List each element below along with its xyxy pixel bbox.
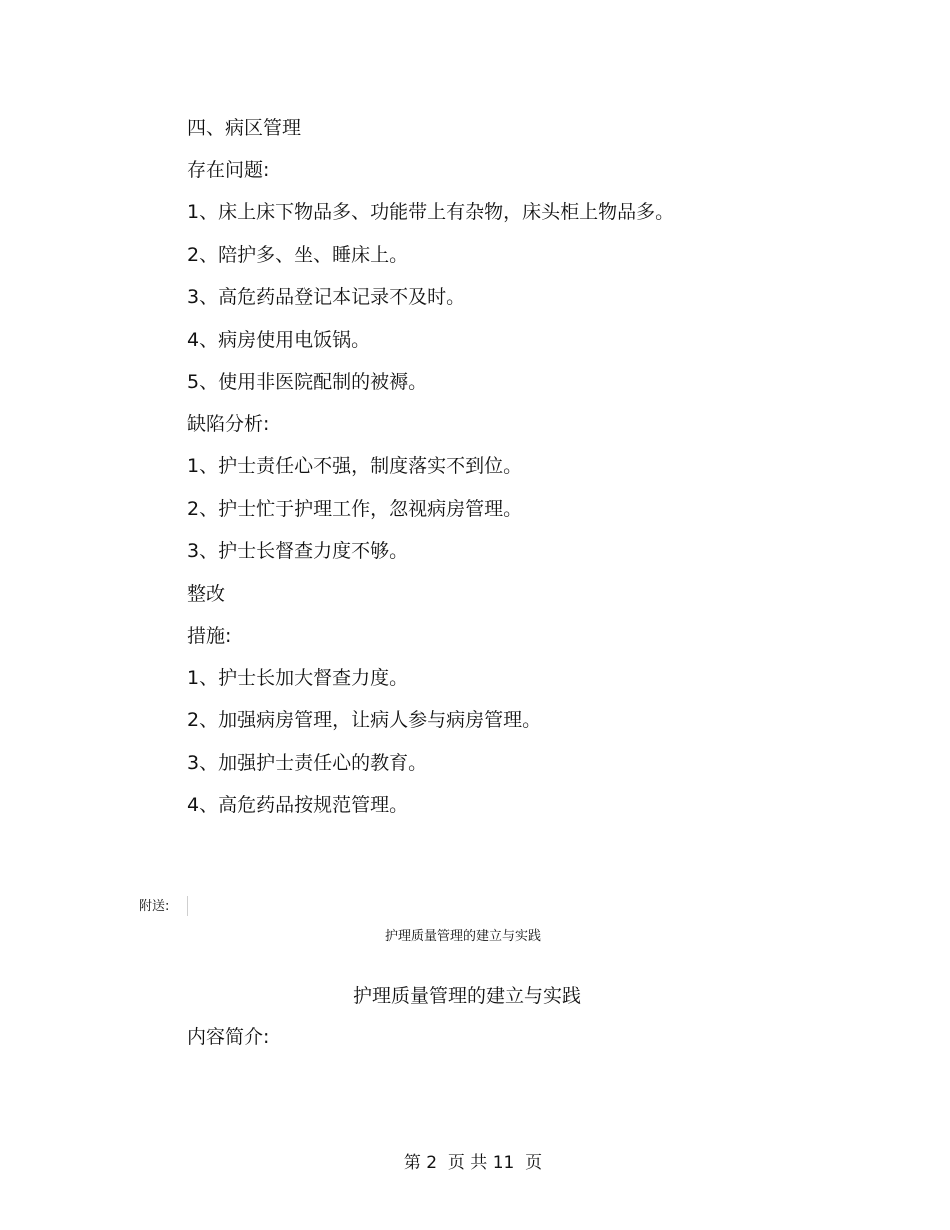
attachment-label: 附送: (139, 899, 170, 914)
analysis-item: 1、护士责任心不强，制度落实不到位。 (187, 455, 523, 477)
analysis-item: 3、护士长督查力度不够。 (187, 540, 409, 562)
problem-item: 4、病房使用电饭锅。 (187, 329, 371, 351)
problem-item: 5、使用非医院配制的被褥。 (187, 371, 428, 393)
subheading-measures: 措施: (187, 625, 232, 647)
subheading-defect-analysis: 缺陷分析: (187, 413, 270, 435)
subheading-existing-problems: 存在问题: (187, 159, 270, 181)
page-footer: 第 2 页 共 11 页 (403, 1153, 543, 1173)
attachment-divider (187, 896, 188, 916)
measure-item: 2、加强病房管理，让病人参与病房管理。 (187, 709, 542, 731)
measure-item: 4、高危药品按规范管理。 (187, 794, 409, 816)
measure-item: 1、护士长加大督查力度。 (187, 667, 409, 689)
section-heading-ward-management: 四、病区管理 (187, 117, 302, 139)
analysis-item: 2、护士忙于护理工作，忽视病房管理。 (187, 498, 523, 520)
attachment-title: 护理质量管理的建立与实践 (352, 985, 581, 1007)
intro-label: 内容简介: (187, 1026, 270, 1048)
problem-item: 3、高危药品登记本记录不及时。 (187, 286, 466, 308)
problem-item: 2、陪护多、坐、睡床上。 (187, 244, 409, 266)
subheading-rectification: 整改 (187, 583, 226, 605)
attachment-small-title: 护理质量管理的建立与实践 (384, 929, 541, 944)
problem-item: 1、床上床下物品多、功能带上有杂物，床头柜上物品多。 (187, 201, 675, 223)
measure-item: 3、加强护士责任心的教育。 (187, 752, 428, 774)
